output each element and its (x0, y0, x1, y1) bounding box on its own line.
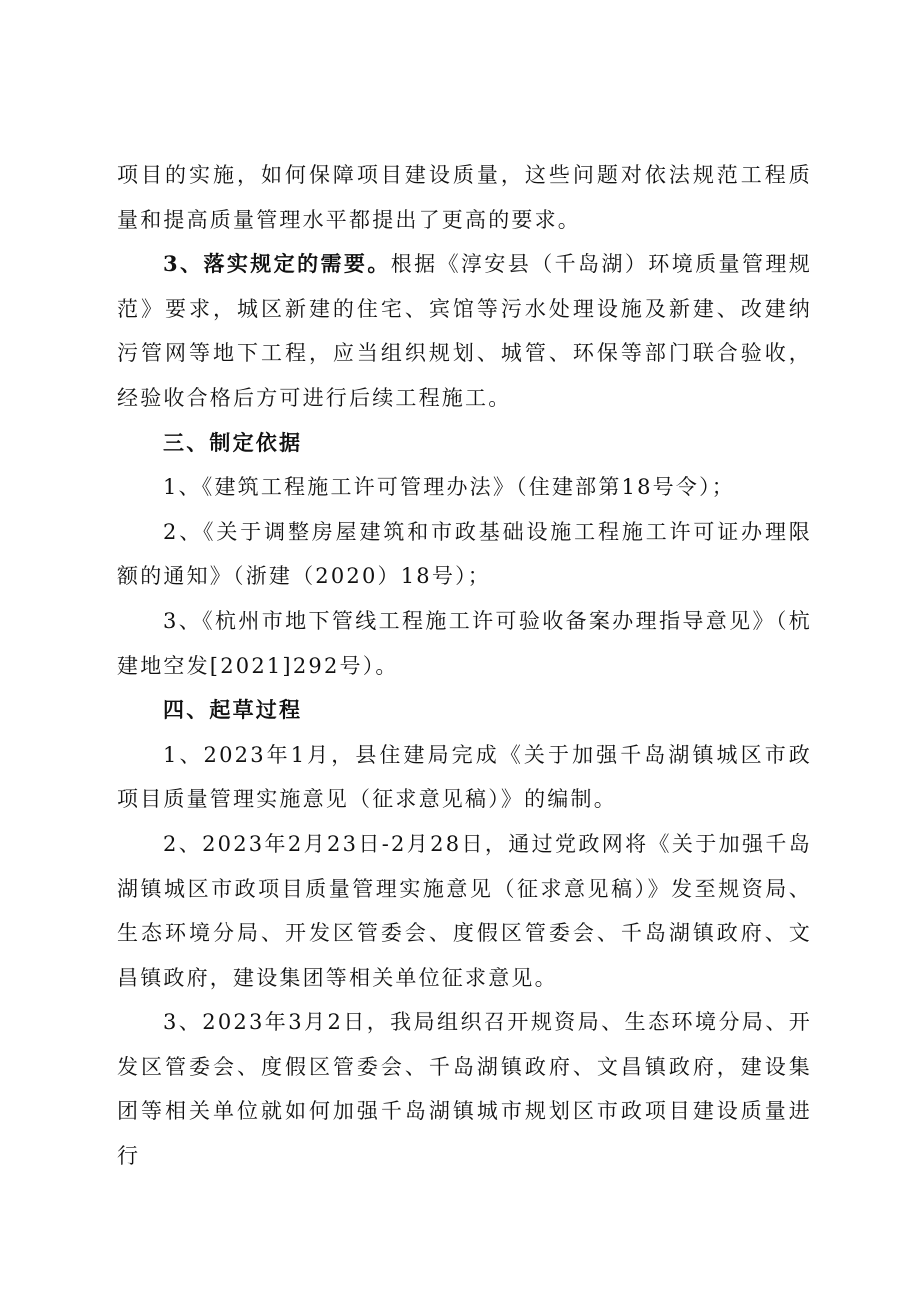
section-heading-basis: 三、制定依据 (163, 429, 303, 455)
list-item-drafting-2: 2、2023年2月23日-2月28日，通过党政网将《关于加强千岛湖镇城区市政项目质量管理实施意见（征求意见稿）》发至规资局、生态环境分局、开发区管委会、度假区管委会、千岛湖镇政府、文昌镇政府，建设集团等相关单位征求意见。 (117, 831, 812, 990)
list-item-basis-3: 3、《杭州市地下管线工程施工许可验收备案办理指导意见》（杭建地空发[2021]292号）。 (117, 608, 812, 678)
list-item-drafting-1: 1、2023年1月，县住建局完成《关于加强千岛湖镇城区市政项目质量管理实施意见（征求意见稿）》的编制。 (117, 742, 812, 812)
paragraph-lead-text: 3、落实规定的需要。 (163, 251, 391, 277)
paragraph-requirement (117, 242, 812, 420)
section-heading-drafting: 四、起草过程 (163, 697, 303, 723)
list-item-drafting-3: 3、2023年3月2日，我局组织召开规资局、生态环境分局、开发区管委会、度假区管委会、千岛湖镇政府、文昌镇政府，建设集团等相关单位就如何加强千岛湖镇城市规划区市政项目建设质量进行 (117, 1010, 812, 1169)
paragraph-continuation: 项目的实施，如何保障项目建设质量，这些问题对依法规范工程质量和提高质量管理水平都提出了更高的要求。 (117, 163, 812, 232)
list-item-basis-1: 1、《建筑工程施工许可管理办法》（住建部第18号令）； (163, 475, 735, 500)
paragraph-body-text: 根据《淳安县（千岛湖）环境质量管理规范》要求，城区新建的住宅、宾馆等污水处理设施及新建、改建纳污管网等地下工程，应当组织规划、城管、环保等部门联合验收，经验收合格后方可进行后续工程施工。 (117, 252, 812, 410)
document-body (117, 153, 812, 1179)
list-item-basis-2: 2、《关于调整房屋建筑和市政基础设施工程施工许可证办理限额的通知》（浙建（2020）18号）； (117, 519, 812, 589)
